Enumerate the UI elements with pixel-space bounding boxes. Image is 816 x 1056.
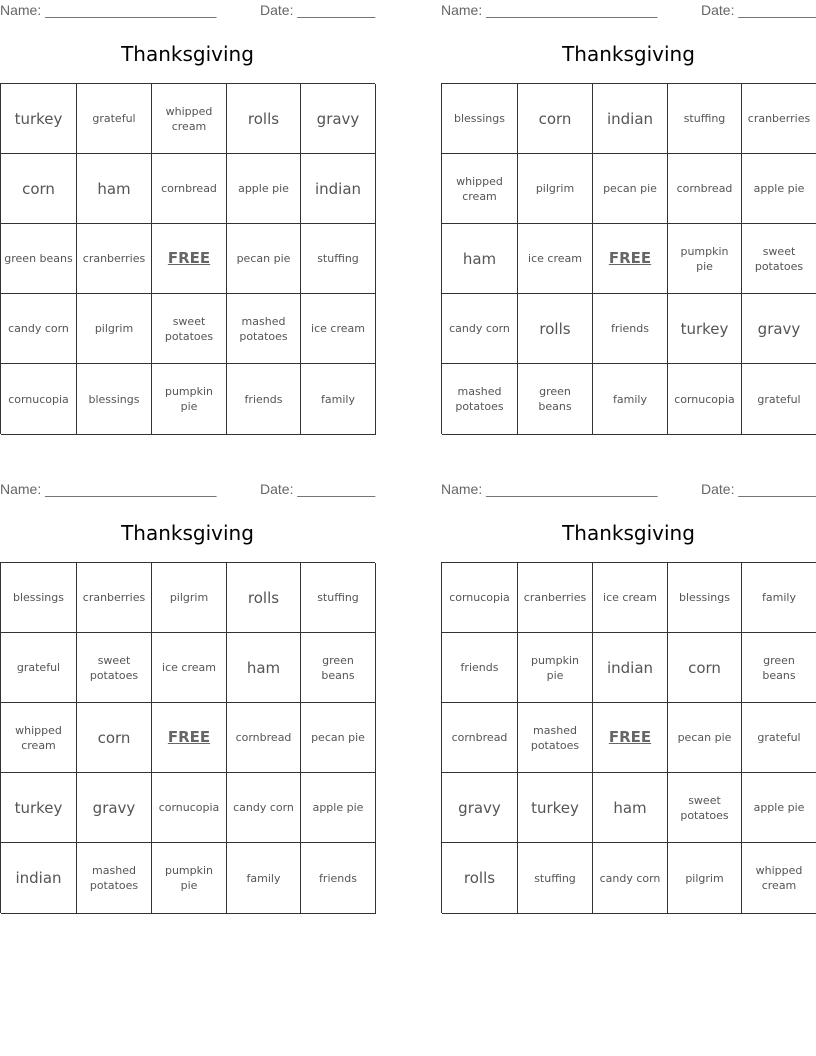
bingo-cell: blessings — [77, 364, 152, 435]
header-fields — [441, 481, 816, 499]
bingo-cell: gravy — [77, 773, 152, 843]
bingo-cell: cornucopia — [152, 773, 227, 843]
bingo-cell: cornbread — [152, 154, 227, 224]
bingo-cell: pumpkin pie — [152, 364, 227, 435]
bingo-cell: family — [593, 364, 668, 435]
bingo-cell: corn — [77, 703, 152, 773]
bingo-cell: ice cream — [593, 563, 668, 633]
bingo-cell: ice cream — [518, 224, 593, 294]
name-field[interactable]: Name: ______________________ — [0, 2, 217, 18]
bingo-cell: stuffing — [301, 224, 376, 294]
bingo-cell: whipped cream — [152, 84, 227, 154]
bingo-cell: rolls — [227, 563, 301, 633]
bingo-cell: pecan pie — [227, 224, 301, 294]
card-title: Thanksgiving — [121, 42, 254, 66]
header-fields — [0, 2, 375, 20]
bingo-cell: gravy — [442, 773, 518, 843]
bingo-cell: ham — [227, 633, 301, 703]
bingo-cell: indian — [593, 84, 668, 154]
bingo-cell: ham — [593, 773, 668, 843]
free-space: FREE — [152, 703, 227, 773]
bingo-cell: ham — [77, 154, 152, 224]
bingo-cell: cranberries — [742, 84, 816, 154]
bingo-cell: whipped cream — [1, 703, 77, 773]
bingo-cell: stuffing — [301, 563, 376, 633]
bingo-cell: cornbread — [442, 703, 518, 773]
bingo-cell: pumpkin pie — [152, 843, 227, 914]
bingo-cell: turkey — [1, 84, 77, 154]
bingo-cell: sweet potatoes — [77, 633, 152, 703]
bingo-cell: blessings — [1, 563, 77, 633]
bingo-cell: pilgrim — [518, 154, 593, 224]
name-field[interactable]: Name: ______________________ — [441, 481, 658, 497]
bingo-cell: mashed potatoes — [227, 294, 301, 364]
bingo-cell: mashed potatoes — [442, 364, 518, 435]
bingo-cell: indian — [593, 633, 668, 703]
card-title: Thanksgiving — [121, 521, 254, 545]
bingo-cell: pilgrim — [152, 563, 227, 633]
name-field[interactable]: Name: ______________________ — [441, 2, 658, 18]
bingo-cell: green beans — [301, 633, 376, 703]
bingo-cell: cornucopia — [442, 563, 518, 633]
bingo-cell: corn — [518, 84, 593, 154]
bingo-cell: friends — [593, 294, 668, 364]
date-field[interactable]: Date: __________ — [701, 481, 816, 497]
bingo-cell: cornucopia — [1, 364, 77, 435]
bingo-card-3 — [0, 479, 375, 913]
bingo-grid — [0, 562, 375, 913]
bingo-cell: gravy — [301, 84, 376, 154]
bingo-cell: cornbread — [227, 703, 301, 773]
bingo-cell: green beans — [742, 633, 816, 703]
bingo-cell: pilgrim — [77, 294, 152, 364]
bingo-cell: corn — [1, 154, 77, 224]
bingo-cell: mashed potatoes — [77, 843, 152, 914]
bingo-cell: rolls — [442, 843, 518, 914]
bingo-grid — [441, 562, 816, 913]
bingo-cell: apple pie — [742, 773, 816, 843]
bingo-cell: cranberries — [77, 224, 152, 294]
bingo-cell: whipped cream — [442, 154, 518, 224]
bingo-cell: stuffing — [518, 843, 593, 914]
bingo-grid — [441, 83, 816, 434]
bingo-cell: grateful — [77, 84, 152, 154]
bingo-cell: grateful — [742, 703, 816, 773]
bingo-cell: stuffing — [668, 84, 742, 154]
bingo-cell: green beans — [1, 224, 77, 294]
free-space: FREE — [593, 224, 668, 294]
date-field[interactable]: Date: __________ — [260, 2, 376, 18]
bingo-grid — [0, 83, 375, 434]
bingo-cell: sweet potatoes — [742, 224, 816, 294]
card-title: Thanksgiving — [562, 42, 695, 66]
bingo-cell: friends — [301, 843, 376, 914]
free-space: FREE — [152, 224, 227, 294]
bingo-cell: indian — [1, 843, 77, 914]
bingo-cell: candy corn — [227, 773, 301, 843]
bingo-cell: pecan pie — [301, 703, 376, 773]
bingo-cell: ice cream — [301, 294, 376, 364]
date-field[interactable]: Date: __________ — [701, 2, 816, 18]
bingo-cell: grateful — [1, 633, 77, 703]
bingo-cell: pumpkin pie — [518, 633, 593, 703]
date-field[interactable]: Date: __________ — [260, 481, 376, 497]
bingo-card-4 — [441, 479, 816, 913]
bingo-cell: rolls — [227, 84, 301, 154]
bingo-cell: pecan pie — [593, 154, 668, 224]
bingo-cell: rolls — [518, 294, 593, 364]
bingo-card-2 — [441, 0, 816, 434]
name-field[interactable]: Name: ______________________ — [0, 481, 217, 497]
bingo-cell: turkey — [518, 773, 593, 843]
bingo-cell: family — [227, 843, 301, 914]
bingo-cell: whipped cream — [742, 843, 816, 914]
bingo-cell: cornbread — [668, 154, 742, 224]
bingo-cell: cranberries — [77, 563, 152, 633]
bingo-cell: family — [742, 563, 816, 633]
bingo-cell: indian — [301, 154, 376, 224]
bingo-cell: cornucopia — [668, 364, 742, 435]
bingo-cell: apple pie — [227, 154, 301, 224]
bingo-cell: apple pie — [742, 154, 816, 224]
bingo-cell: pilgrim — [668, 843, 742, 914]
bingo-cell: candy corn — [593, 843, 668, 914]
bingo-cell: ham — [442, 224, 518, 294]
bingo-cell: candy corn — [442, 294, 518, 364]
bingo-cell: turkey — [668, 294, 742, 364]
bingo-cell: ice cream — [152, 633, 227, 703]
header-fields — [441, 2, 816, 20]
bingo-cell: green beans — [518, 364, 593, 435]
bingo-cell: friends — [442, 633, 518, 703]
bingo-cell: pumpkin pie — [668, 224, 742, 294]
bingo-cell: turkey — [1, 773, 77, 843]
bingo-cell: sweet potatoes — [152, 294, 227, 364]
bingo-cell: apple pie — [301, 773, 376, 843]
bingo-cell: blessings — [442, 84, 518, 154]
bingo-cell: family — [301, 364, 376, 435]
bingo-cell: corn — [668, 633, 742, 703]
bingo-cell: friends — [227, 364, 301, 435]
bingo-card-1 — [0, 0, 375, 434]
bingo-cell: mashed potatoes — [518, 703, 593, 773]
bingo-cell: sweet potatoes — [668, 773, 742, 843]
bingo-cell: gravy — [742, 294, 816, 364]
card-title: Thanksgiving — [562, 521, 695, 545]
free-space: FREE — [593, 703, 668, 773]
bingo-cell: grateful — [742, 364, 816, 435]
bingo-cell: pecan pie — [668, 703, 742, 773]
header-fields — [0, 481, 375, 499]
bingo-cell: candy corn — [1, 294, 77, 364]
bingo-cell: cranberries — [518, 563, 593, 633]
bingo-cell: blessings — [668, 563, 742, 633]
